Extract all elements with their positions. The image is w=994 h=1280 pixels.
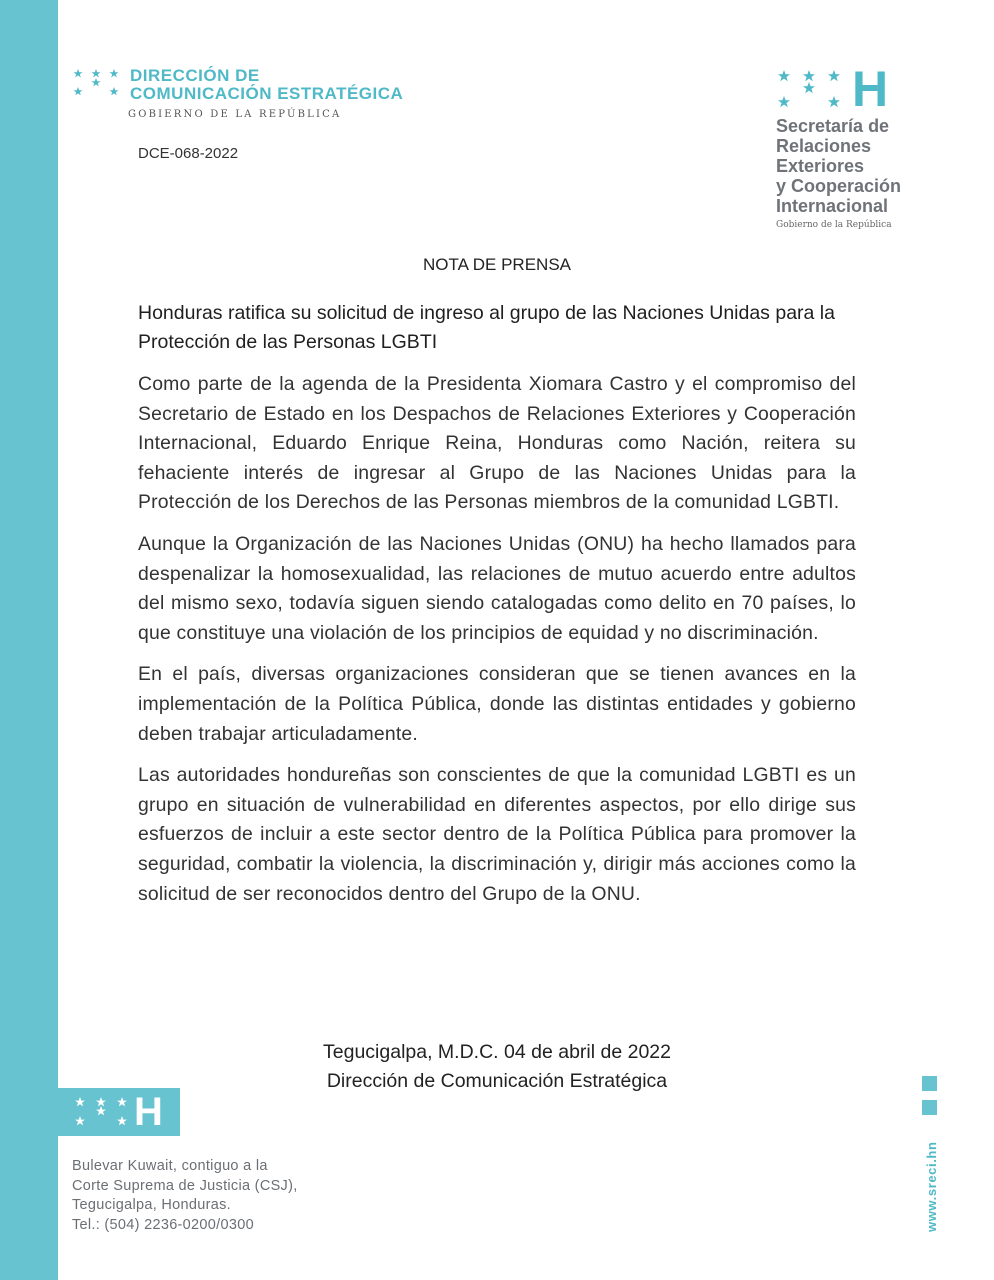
footer-h-mark: H xyxy=(134,1090,163,1134)
paragraph-1: Como parte de la agenda de la Presidenta Xiomara Castro y el compromiso del Secretario de Estado en los Despachos de Relaciones Exteriores y Cooperación Internacional, Eduardo Enrique Reina, Honduras como Nación, reitera su fehaciente interés de ingresar al Grupo de las Naciones Unidas para la Protección de los Derechos de las Personas miembros de la comunidad LGBTI. xyxy=(138,373,856,514)
stars-icon xyxy=(74,1095,134,1129)
sreci-name-line2: Relaciones xyxy=(776,136,872,156)
paragraph-4: Las autoridades hondureñas son conscientes de que la comunidad LGBTI es un grupo en situación de vulnerabilidad en diferentes aspectos, por ello dirige sus esfuerzos de incluir a este sector dentro de la Política Pública para promover la seguridad, combatir la violencia, la discriminación y, dirigir más acciones como la solicitud de ser reconocidos dentro del Grupo de la ONU. xyxy=(138,764,856,905)
square-2 xyxy=(922,1100,937,1115)
sreci-name xyxy=(776,116,901,216)
footer-logo-strip xyxy=(58,1088,180,1136)
dce-logo-line1: DIRECCIÓN DE xyxy=(130,66,260,85)
footer-address xyxy=(72,1157,298,1235)
document-reference: DCE-068-2022 xyxy=(138,145,239,162)
address-phone: Tel.: (504) 2236-0200/0300 xyxy=(72,1216,254,1233)
address-line2: Corte Suprema de Justicia (CSJ), xyxy=(72,1177,298,1194)
signature-place-date: Tegucigalpa, M.D.C. 04 de abril de 2022 xyxy=(323,1041,671,1063)
sreci-h-mark: H xyxy=(852,61,889,117)
press-note-label: NOTA DE PRENSA xyxy=(423,255,571,274)
signature-office: Dirección de Comunicación Estratégica xyxy=(326,1070,668,1092)
sreci-name-line5: Internacional xyxy=(776,196,889,216)
sreci-gobierno: Gobierno de la República xyxy=(776,220,892,230)
sreci-name-line4: y Cooperación xyxy=(776,176,902,196)
body-text xyxy=(138,370,856,921)
sreci-name-line3: Exteriores xyxy=(776,156,865,176)
headline: Honduras ratifica su solicitud de ingreso al grupo de las Naciones Unidas para la Protección de las Personas LGBTI xyxy=(138,302,835,353)
website-link[interactable]: www.sreci.hn xyxy=(924,1141,939,1232)
paragraph-3: En el país, diversas organizaciones consideran que se tienen avances en la implementación de la Política Pública, donde las distintas entidades y gobierno deben trabajar articuladamente. xyxy=(138,663,856,745)
square-1 xyxy=(922,1076,937,1091)
dce-logo-line2: COMUNICACIÓN ESTRATÉGICA xyxy=(130,84,404,103)
stars-icon xyxy=(72,66,124,100)
address-line3: Tegucigalpa, Honduras. xyxy=(72,1197,231,1213)
stars-icon xyxy=(776,68,842,114)
paragraph-2: Aunque la Organización de las Naciones Unidas (ONU) ha hecho llamados para despenalizar la homosexualidad, las relaciones de mutuo acuerdo entre adultos del mismo sexo, todavía siguen siendo catalogadas como delito en 70 países, lo que constituye una violación de los principios de equidad y no discriminación. xyxy=(138,532,856,644)
decorative-squares xyxy=(922,1076,937,1124)
address-line1: Bulevar Kuwait, contiguo a la xyxy=(72,1158,268,1174)
sreci-name-line1: Secretaría de xyxy=(776,116,890,136)
dce-logo-line3: GOBIERNO DE LA REPÚBLICA xyxy=(128,109,342,120)
